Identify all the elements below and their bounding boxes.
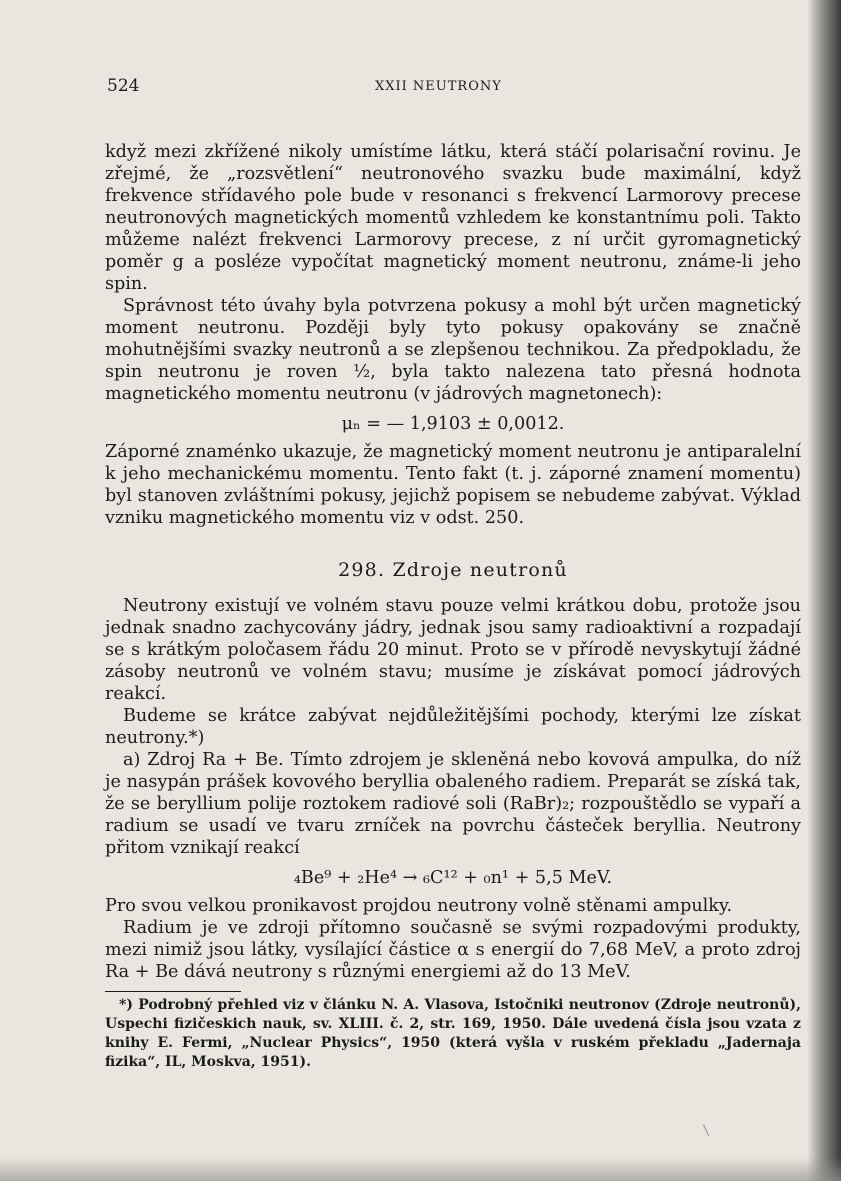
paragraph-1: když mezi zkřížené nikoly umístíme látku, která stáčí polarisační rovinu. Je zřejmé, že „rozsvětlení“ neutronového svazku bude maximální, když frekvence střídavého pole bude v resonanci s frekvencí Larmorovy precese neutronových magnetických momentů vzhledem ke konstantnímu poli. Takto můžeme nalézt frekvenci Larmorovy precese, z ní určit gyromagnetický poměr g a posléze vypočítat magnetický moment neutronu, známe-li jeho spin.: [105, 142, 801, 294]
paragraph-8: Radium je ve zdroji přítomno současně se svými rozpadovými produkty, mezi nimiž jsou látky, vysílající částice α s energií do 7,68 MeV, a proto zdroj Ra + Be dává neutrony s různými energiemi až do 13 MeV.: [105, 918, 801, 982]
footnote-text: *) Podrobný přehled viz v článku N. A. Vlasova, Istočniki neutronov (Zdroje neutronů), Uspechi fizičeskich nauk, sv. XLIII. č. 2, str. 169, 1950. Dále uvedená čísla jsou vzata z knihy E. Fermi, „Nuclear Physics“, 1950 (která vyšla v ruském překladu „Jadernaja fizika“, IL, Moskva, 1951).: [105, 997, 801, 1070]
pencil-mark: [703, 1120, 718, 1136]
footnote-rule: [105, 991, 241, 992]
footnote: [105, 996, 801, 1072]
paragraph-2: Správnost této úvahy byla potvrzena pokusy a mohl být určen magnetický moment neutronu. Později byly tyto pokusy opakovány se značně mohutnějšími svazky neutronů a se zlepšenou technikou. Za předpokladu, že spin neutronu je roven ½, byla takto nalezena tato přesná hodnota magnetického momentu neutronu (v jádrových magnetonech):: [105, 296, 801, 404]
section-title: 298. Zdroje neutronů: [338, 559, 568, 581]
paragraph-5: Budeme se krátce zabývat nejdůležitějšími pochody, kterými lze získat neutrony.*): [105, 706, 801, 748]
paragraph-7: Pro svou velkou pronikavost projdou neutrony volně stěnami ampulky.: [105, 896, 733, 916]
equation-magnetic-moment: μₙ = — 1,9103 ± 0,0012.: [341, 414, 565, 434]
page-edge-shadow: [807, 0, 841, 1181]
page-body: [105, 141, 801, 1072]
paragraph-3: Záporné znaménko ukazuje, že magnetický moment neutronu je antiparalelní k jeho mechanickému momentu. Tento fakt (t. j. záporné znamení momentu) byl stanoven zvláštními pokusy, jejichž popisem se nebudeme zabývat. Výklad vzniku magnetického momentu viz v odst. 250.: [105, 442, 801, 528]
equation-reaction: ₄Be⁹ + ₂He⁴ → ₆C¹² + ₀n¹ + 5,5 MeV.: [293, 868, 613, 888]
page-number: 524: [107, 76, 140, 96]
page-header: [107, 76, 807, 100]
running-head: XXII NEUTRONY: [375, 79, 502, 94]
paragraph-4: Neutrony existují ve volném stavu pouze velmi krátkou dobu, protože jsou jednak snadno zachycovány jádry, jednak jsou samy radioaktivní a rozpadají se s krátkým poločasem řádu 20 minut. Proto se v přírodě nevyskytují žádné zásoby neutronů ve volném stavu; musíme je získávat pomocí jádrových reakcí.: [105, 596, 801, 704]
paragraph-6: a) Zdroj Ra + Be. Tímto zdrojem je skleněná nebo kovová ampulka, do níž je nasypán prášek kovového beryllia obaleného radiem. Preparát se získá tak, že se beryllium polije roztokem radiové soli (RaBr)₂; rozpouštědlo se vypaří a radium se usadí ve tvaru zrníček na povrchu částeček beryllia. Neutrony přitom vznikají reakcí: [105, 750, 801, 858]
page-bottom-shadow: [0, 1157, 841, 1181]
